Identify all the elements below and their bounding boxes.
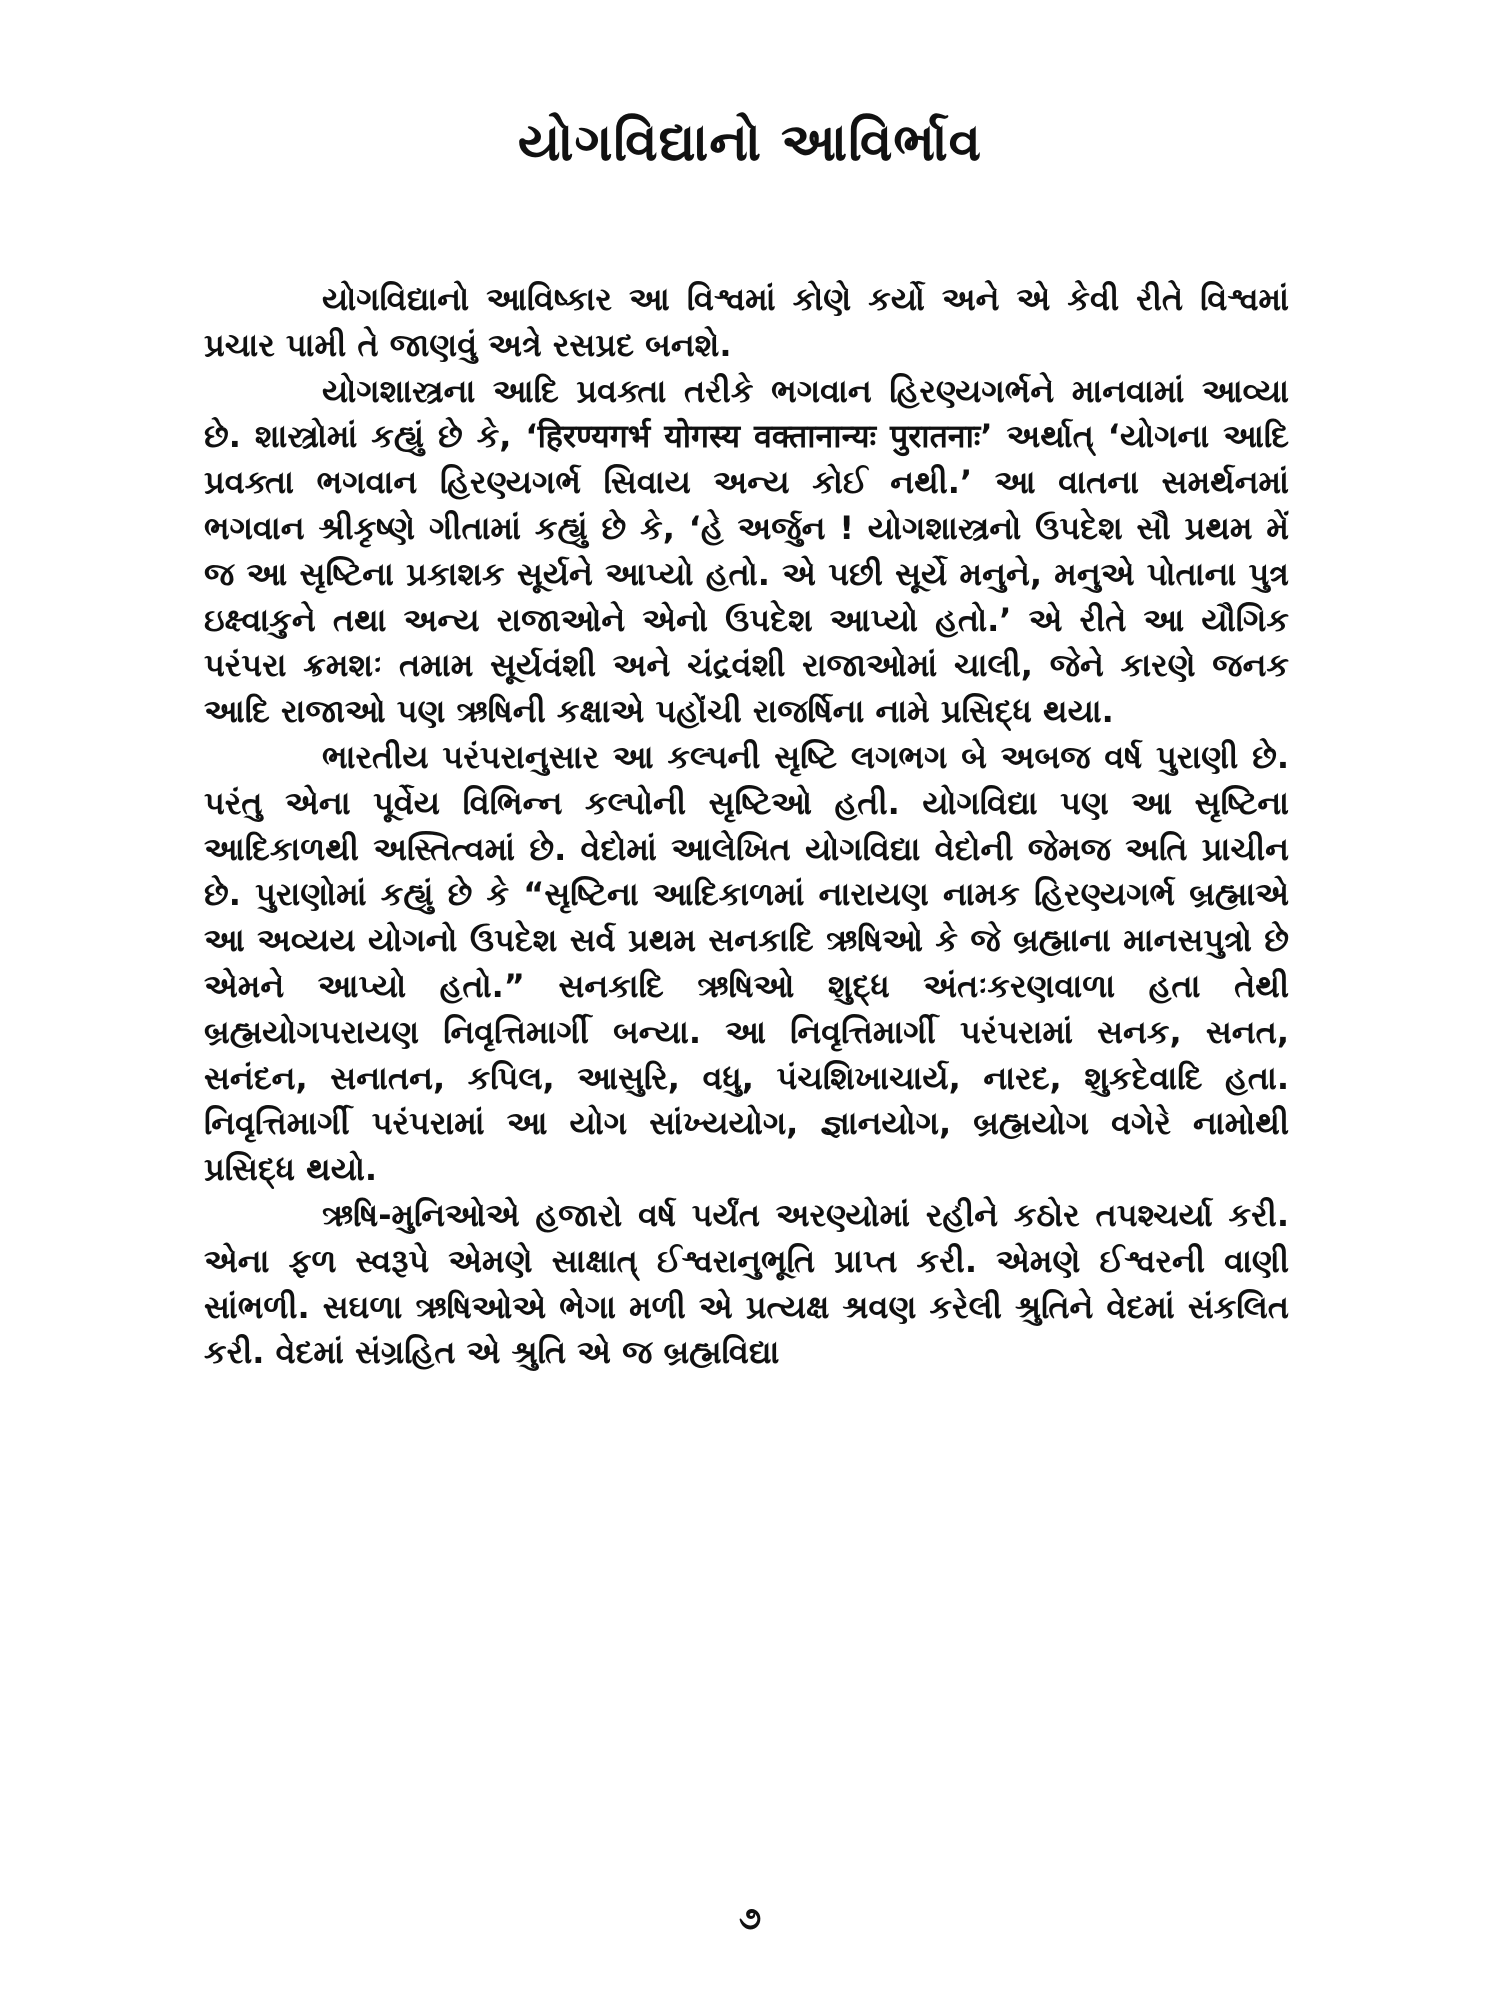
chapter-title: યોગવિદ્યાનો આવિર્ભાવ [517,112,983,173]
paragraph-3: ભારતીય પરંપરાનુસાર આ કલ્પની સૃષ્ટિ લગભગ બે અબજ વર્ષ પુરાણી છે. પરંતુ એના પૂર્વેય વિભિન્ન કલ્પોની સૃષ્ટિઓ હતી. યોગવિદ્યા પણ આ સૃષ્ટિના આદિકાળથી અસ્તિત્વમાં છે. વેદોમાં આલેખિત યોગવિદ્યા વેદોની જેમજ અતિ પ્રાચીન છે. પુરાણોમાં કહ્યું છે કે “સૃષ્ટિના આદિકાળમાં નારાયણ નામક હિરણ્યગર્ભ બ્રહ્માએ આ અવ્યય યોગનો ઉપદેશ સર્વ પ્રથમ સનકાદિ ઋષિઓ કે જે બ્રહ્માના માનસપુત્રો છે એમને આપ્યો હતો.” સનકાદિ ઋષિઓ શુદ્ધ અંતઃકરણવાળા હતા તેથી બ્રહ્મયોગપરાયણ નિવૃત્તિમાર્ગી બન્યા. આ નિવૃત્તિમાર્ગી પરંપરામાં સનક, સનત, સનંદન, સનાતન, કપિલ, આસુરિ, વધુ, પંચશિખાચાર્ય, નારદ, શુકદેવાદિ હતા. નિવૃત્તિમાર્ગી પરંપરામાં આ યોગ સાંખ્યયોગ, જ્ઞાનયોગ, બ્રહ્મયોગ વગેરે નામોથી પ્રસિદ્ધ થયો. [204,737,1289,1189]
paragraph-4: ઋષિ-મુનિઓએ હજારો વર્ષ પર્યંત અરણ્યોમાં રહીને કઠોર તપશ્ચર્યા કરી. એના ફળ સ્વરૂપે એમણે સાક્ષાત્ ઈશ્વરાનુભૂતિ પ્રાપ્ત કરી. એમણે ઈશ્વરની વાણી સાંભળી. સઘળા ઋષિઓએ ભેગા મળી એ પ્રત્યક્ષ શ્રવણ કરેલી શ્રુતિને વેદમાં સંકલિત કરી. વેદમાં સંગ્રહિત એ શ્રુતિ એ જ બ્રહ્મવિદ્યા [204,1195,1289,1372]
paragraph-1: યોગવિદ્યાનો આવિષ્કાર આ વિશ્વમાં કોણે કર્યો અને એ કેવી રીતે વિશ્વમાં પ્રચાર પામી તે જાણવું અત્રે રસપ્રદ બનશે. [204,280,1289,364]
chapter-body [204,277,1289,1376]
page-number: ૭ [738,1899,762,1937]
paragraph-2: યોગશાસ્ત્રના આદિ પ્રવક્તા તરીકે ભગવાન હિરણ્યગર્ભને માનવામાં આવ્યા છે. શાસ્ત્રોમાં કહ્યું છે કે, ‘हिरण्यगर्भ योगस्य वक्तानान्यः पुरातनाः’ અર્થાત્ ‘યોગના આદિ પ્રવક્તા ભગવાન હિરણ્યગર્ભ સિવાય અન્ય કોઈ નથી.’ આ વાતના સમર્થનમાં ભગવાન શ્રીકૃષ્ણે ગીતામાં કહ્યું છે કે, ‘હે અર્જુન ! યોગશાસ્ત્રનો ઉપદેશ સૌ પ્રથમ મેં જ આ સૃષ્ટિના પ્રકાશક સૂર્યને આપ્યો હતો. એ પછી સૂર્યે મનુને, મનુએ પોતાના પુત્ર ઇક્ષ્વાકુને તથા અન્ય રાજાઓને એનો ઉપદેશ આપ્યો હતો.’ એ રીતે આ યૌગિક પરંપરા ક્રમશઃ તમામ સૂર્યવંશી અને ચંદ્રવંશી રાજાઓમાં ચાલી, જેને કારણે જનક આદિ રાજાઓ પણ ઋષિની કક્ષાએ પહોંચી રાજર્ષિના નામે પ્રસિદ્ધ થયા. [204,371,1289,731]
